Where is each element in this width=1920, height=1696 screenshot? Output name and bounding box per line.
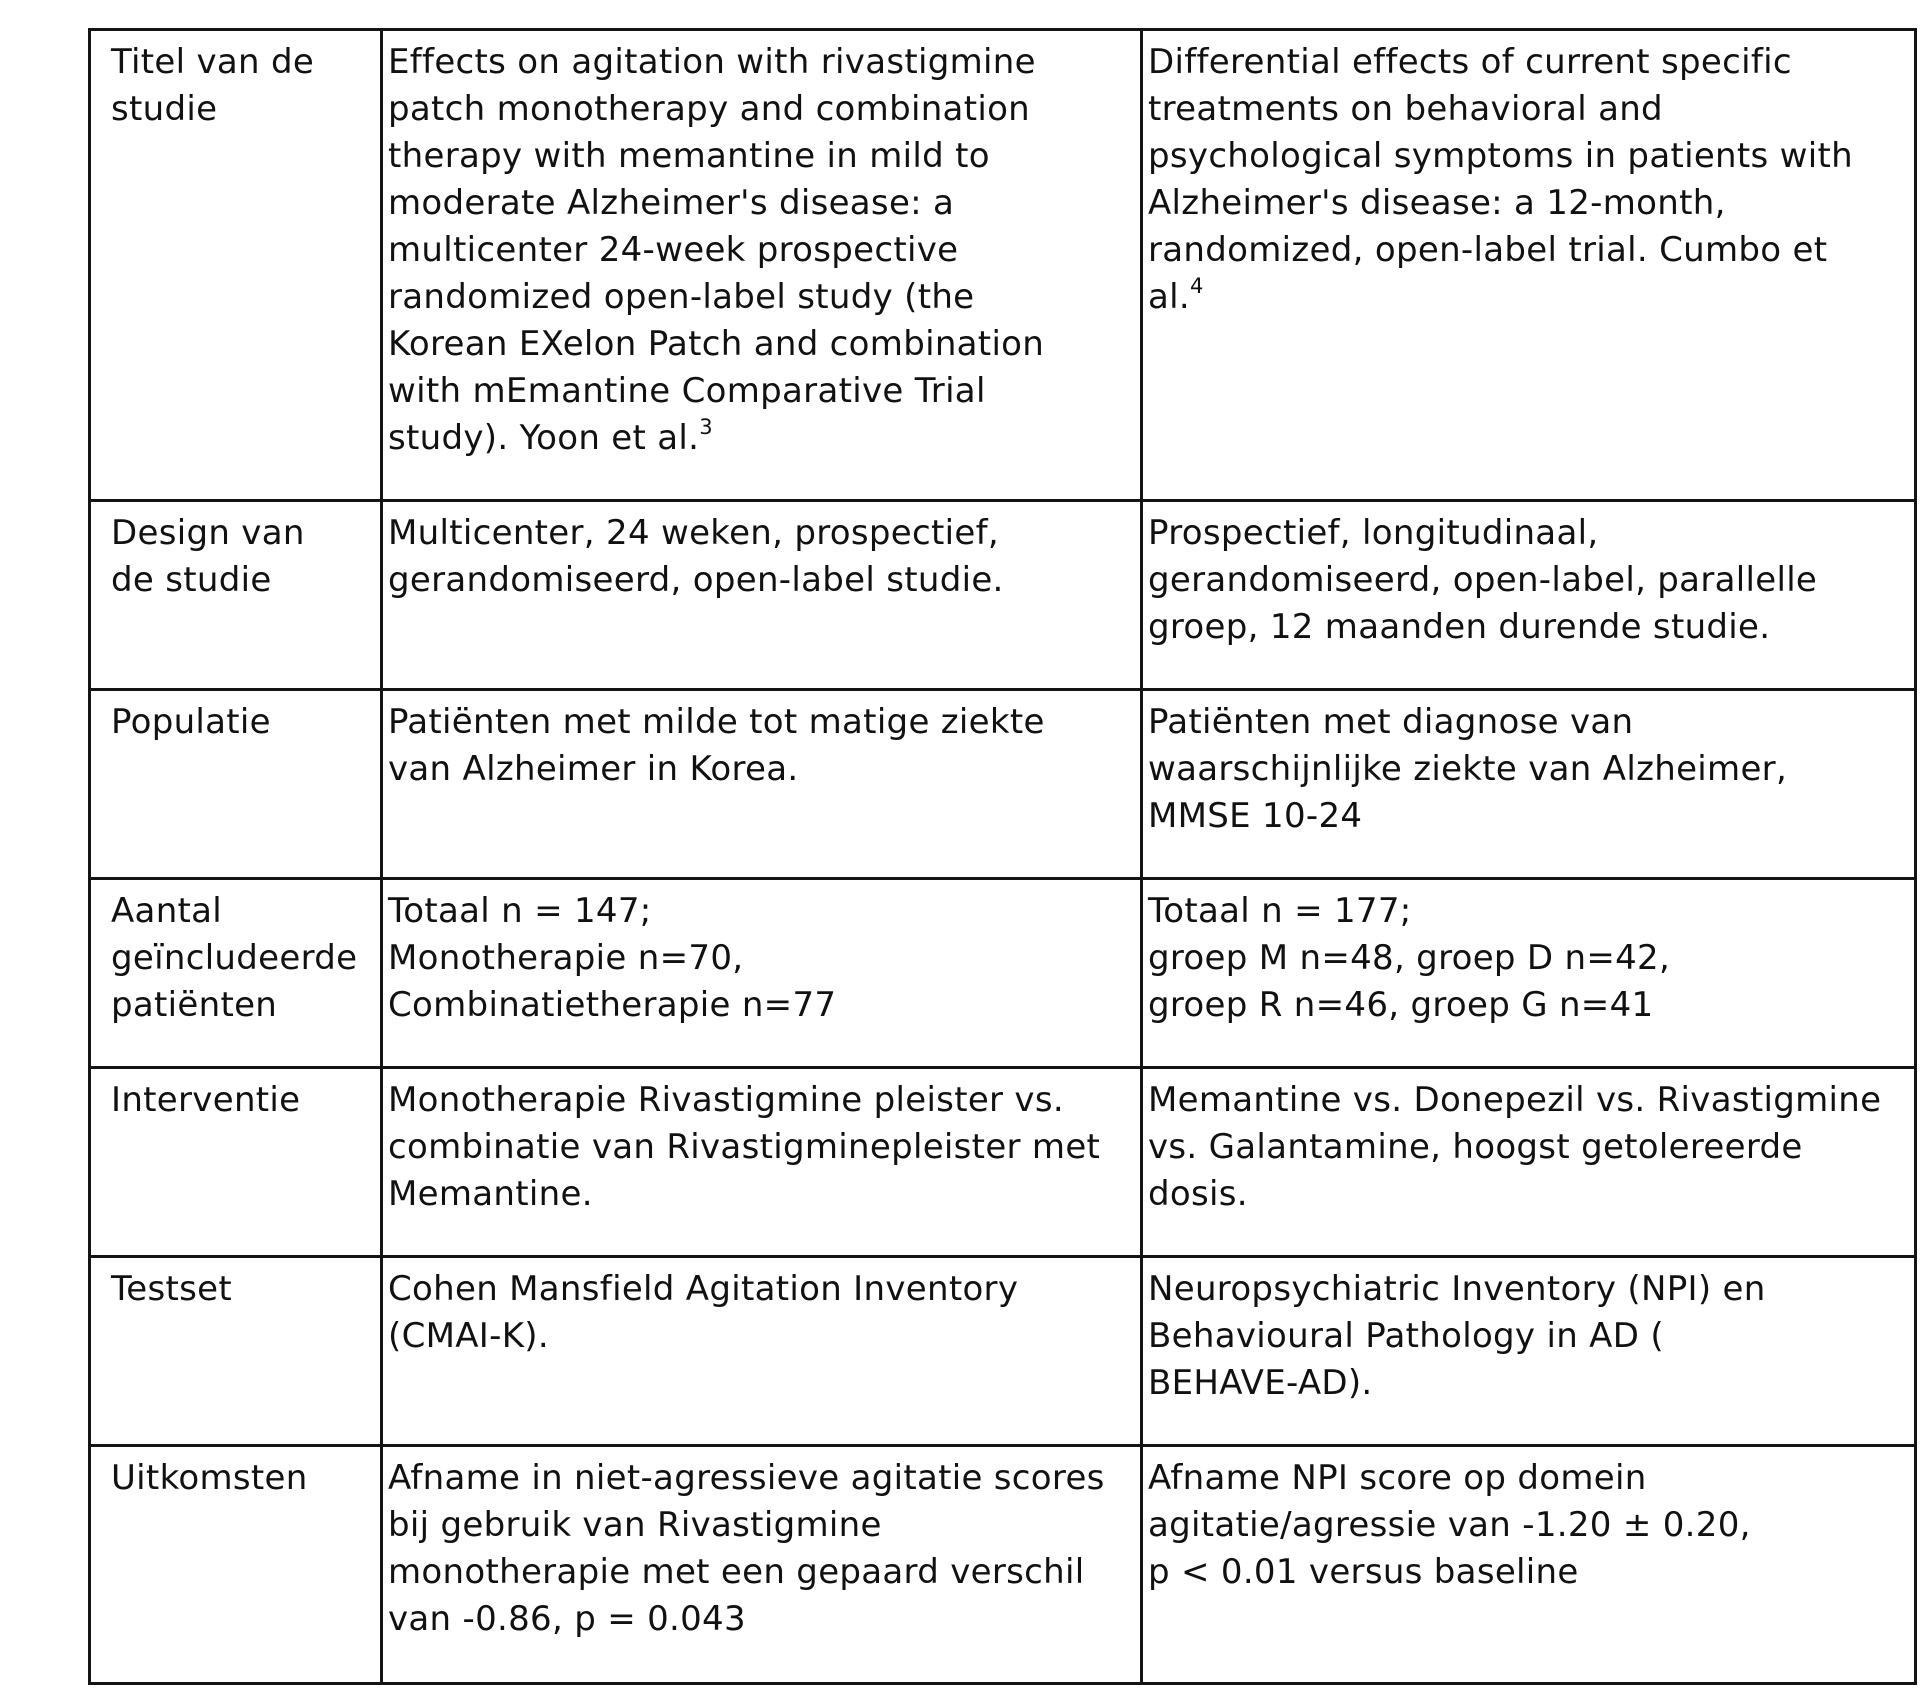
- study-b-reference: 4: [1190, 274, 1204, 298]
- study-a-intervention: Monotherapie Rivastigmine pleister vs. combinatie van Rivastigminepleister met Memantine.: [382, 1068, 1142, 1257]
- study-b-title-cell: [1142, 30, 1916, 501]
- study-b-outcomes: Afname NPI score op domein agitatie/agressie van -1.20 ± 0.20, p < 0.01 versus baseline: [1142, 1446, 1916, 1684]
- row-label-outcomes: Uitkomsten: [90, 1446, 382, 1684]
- study-a-outcomes: Afname in niet-agressieve agitatie scores bij gebruik van Rivastigmine monotherapie met een gepaard verschil van -0.86, p = 0.043: [382, 1446, 1142, 1684]
- study-a-reference: 3: [699, 415, 713, 439]
- table-row-design: [90, 501, 1916, 690]
- study-a-testset: Cohen Mansfield Agitation Inventory (CMAI-K).: [382, 1257, 1142, 1446]
- study-a-population: Patiënten met milde tot matige ziekte van Alzheimer in Korea.: [382, 690, 1142, 879]
- table-row-testset: [90, 1257, 1916, 1446]
- row-label-design: Design van de studie: [90, 501, 382, 690]
- table-row-intervention: [90, 1068, 1916, 1257]
- row-label-testset: Testset: [90, 1257, 382, 1446]
- study-b-population: Patiënten met diagnose van waarschijnlijke ziekte van Alzheimer, MMSE 10-24: [1142, 690, 1916, 879]
- study-a-title-cell: [382, 30, 1142, 501]
- study-comparison-table: [88, 28, 1917, 1685]
- study-b-title: Differential effects of current specific treatments on behavioral and psychological symptoms in patients with Alzheimer's disease: a 12-month, randomized, open-label trial. Cumbo et al.: [1148, 42, 1853, 317]
- row-label-patient-count: Aantal geïncludeerde patiënten: [90, 879, 382, 1068]
- table-row-title: [90, 30, 1916, 501]
- study-b-intervention: Memantine vs. Donepezil vs. Rivastigmine vs. Galantamine, hoogst getolereerde dosis.: [1142, 1068, 1916, 1257]
- table-row-population: [90, 690, 1916, 879]
- study-b-patient-count: Totaal n = 177; groep M n=48, groep D n=42, groep R n=46, groep G n=41: [1142, 879, 1916, 1068]
- table-row-patient-count: [90, 879, 1916, 1068]
- study-a-patient-count: Totaal n = 147; Monotherapie n=70, Combinatietherapie n=77: [382, 879, 1142, 1068]
- table-row-outcomes: [90, 1446, 1916, 1684]
- study-b-design: Prospectief, longitudinaal, gerandomiseerd, open-label, parallelle groep, 12 maanden durende studie.: [1142, 501, 1916, 690]
- study-a-design: Multicenter, 24 weken, prospectief, gerandomiseerd, open-label studie.: [382, 501, 1142, 690]
- row-label-intervention: Interventie: [90, 1068, 382, 1257]
- study-a-title: Effects on agitation with rivastigmine patch monotherapy and combination therapy with memantine in mild to moderate Alzheimer's disease: a multicenter 24-week prospective randomized open-label study (the Korean EXelon Patch and combination with mEmantine Comparative Trial study). Yoon et al.: [388, 42, 1045, 458]
- row-label-title: Titel van de studie: [90, 30, 382, 501]
- row-label-population: Populatie: [90, 690, 382, 879]
- study-b-testset: Neuropsychiatric Inventory (NPI) en Behavioural Pathology in AD ( BEHAVE-AD).: [1142, 1257, 1916, 1446]
